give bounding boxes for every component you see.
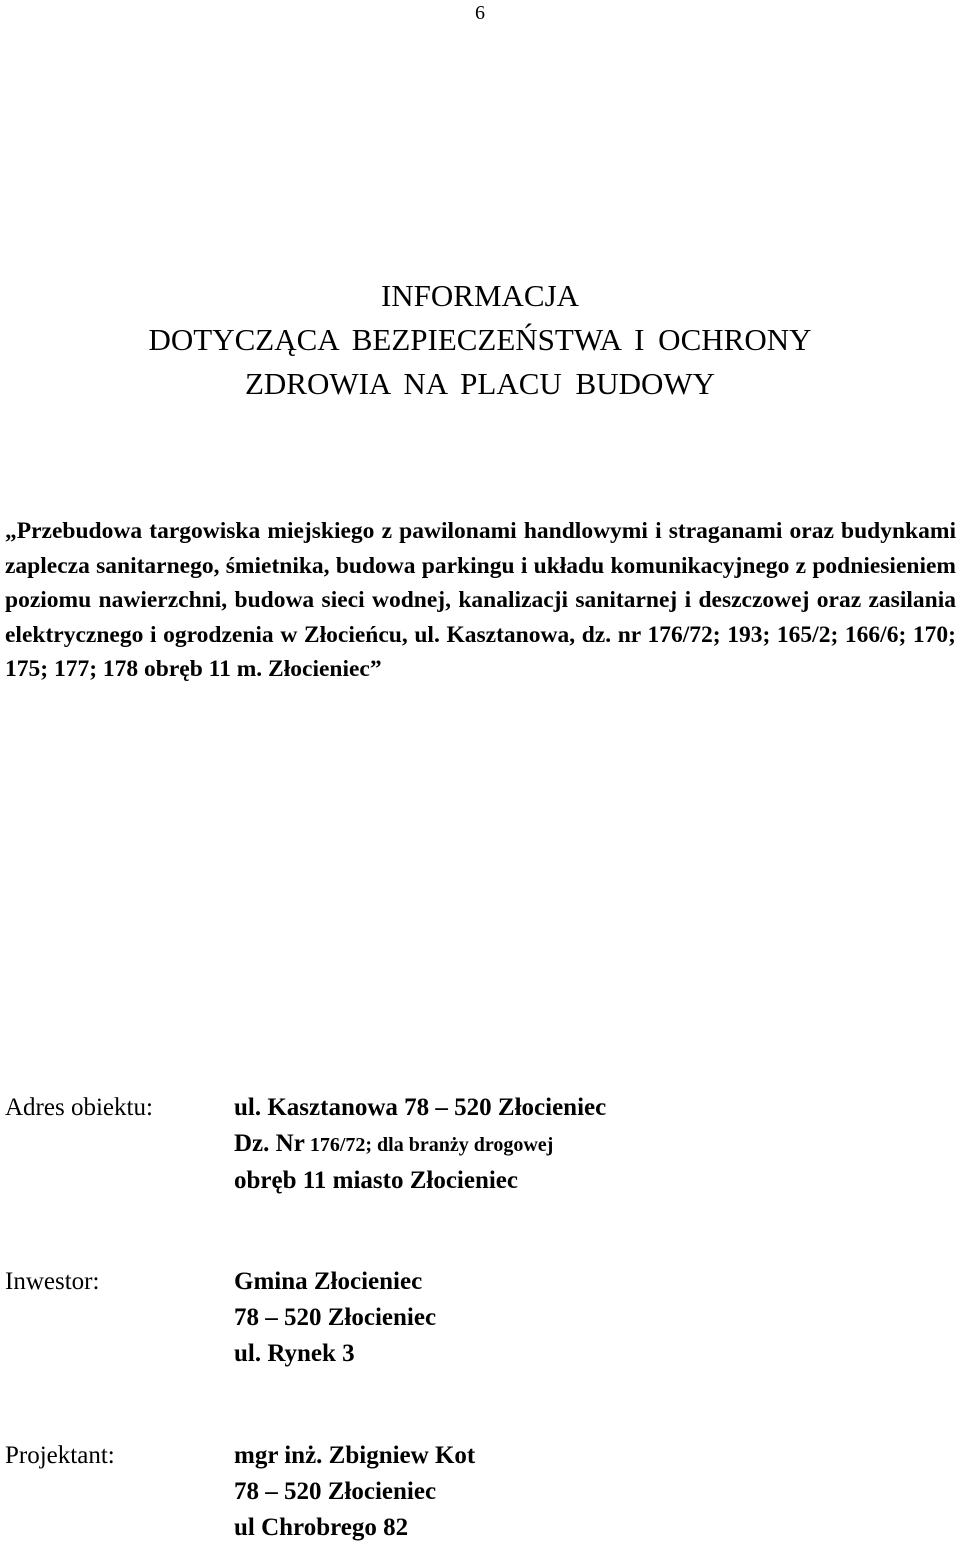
address-line-1: ul. Kasztanowa 78 – 520 Złocieniec — [234, 1094, 607, 1121]
investor-line-3: ul. Rynek 3 — [234, 1340, 355, 1367]
title-line-3: ZDROWIA NA PLACU BUDOWY — [244, 366, 716, 401]
page-number: 6 — [475, 2, 485, 24]
designer-line-3: ul Chrobrego 82 — [234, 1514, 409, 1541]
investor-values — [234, 1264, 436, 1372]
investor-line-1: Gmina Złocieniec — [234, 1268, 423, 1295]
investor-line-2: 78 – 520 Złocieniec — [234, 1304, 437, 1331]
project-description: „Przebudowa targowiska miejskiego z pawilonami handlowymi i straganami oraz budynkami zaplecza sanitarnego, śmietnika, budowa parkingu i układu komunikacyjnego z podniesieniem poziomu nawierzchni, budowa sieci wodnej, kanalizacji sanitarnej i deszczowej oraz zasilania elektrycznego i ogrodzenia w Złocieńcu, ul. Kasztanowa, dz. nr 176/72; 193; 165/2; 166/6; 170; 175; 177; 178 obręb 11 m. Złocieniec” — [5, 518, 956, 683]
designer-line-2: 78 – 520 Złocieniec — [234, 1478, 437, 1505]
designer-line-1: mgr inż. Zbigniew Kot — [234, 1442, 476, 1469]
title-line-2: DOTYCZĄCA BEZPIECZEŃSTWA I OCHRONY — [148, 322, 812, 357]
address-values — [234, 1090, 606, 1199]
investor-label: Inwestor: — [5, 1268, 100, 1295]
designer-values — [234, 1438, 475, 1546]
designer-label: Projektant: — [5, 1442, 115, 1469]
address-label: Adres obiektu: — [5, 1094, 153, 1121]
address-line-2 — [234, 1126, 606, 1163]
address-plot-prefix: Dz. Nr — [234, 1130, 305, 1157]
document-title — [0, 274, 960, 406]
title-line-1: INFORMACJA — [380, 278, 580, 313]
address-line-3: obręb 11 miasto Złocieniec — [234, 1167, 518, 1194]
address-plot-detail: 176/72; dla branży drogowej — [304, 1134, 554, 1156]
